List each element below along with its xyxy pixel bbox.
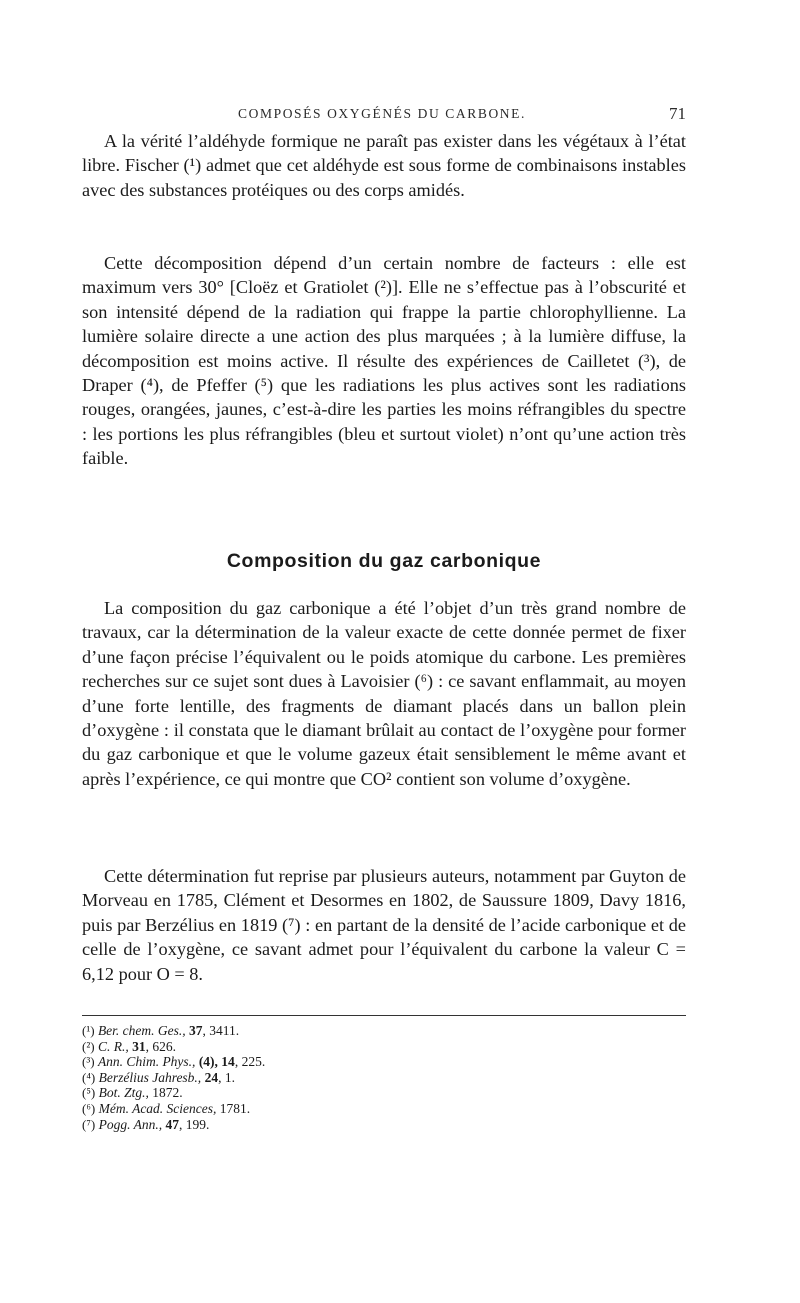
footnote-divider bbox=[82, 1015, 686, 1016]
running-title: COMPOSÉS OXYGÉNÉS DU CARBONE. bbox=[238, 106, 526, 121]
paragraph-composition: La composition du gaz carbonique a été l’objet d’un très grand nombre de travaux, car la détermination de la valeur exacte de cette donnée permet de fixer d’une façon précise l’équivalent ou le poids atomique du carbone. Les premières recherches sur ce sujet sont dues à Lavoisier (⁶) : ce savant enflammait, au moyen d’une forte lentille, des fragments de diamant placés dans un ballon plein d’oxygène : il constata que le diamant brûlait au contact de l’oxygène pour former du gaz carbonique et que le volume gazeux était sensiblement le même avant et après l’expérience, ce qui montre que CO² contient son volume d’oxygène. bbox=[82, 598, 686, 789]
footnote-item: (¹) Ber. chem. Ges., 37, 3411. bbox=[82, 1023, 240, 1038]
section-heading: Composition du gaz carbonique bbox=[226, 550, 542, 572]
footnote-item: (⁵) Bot. Ztg., 1872. bbox=[82, 1085, 183, 1101]
footnote-item: (⁴) Berzélius Jahresb., 24, 1. bbox=[82, 1069, 235, 1085]
paragraph-determination: Cette détermination fut reprise par plusieurs auteurs, notamment par Guyton de Morveau en 1785, Clément et Desormes en 1802, de Saussure 1809, Davy 1816, puis par Berzélius en 1819 (⁷) : en partant de la densité de l’acide carbonique et de celle de l’oxygène, ce savant admet pour l’équivalent du carbone la valeur C = 6,12 pour O = 8. bbox=[82, 866, 686, 984]
footnote-item: (²) C. R., 31, 626. bbox=[82, 1038, 176, 1054]
footnote-item: (⁷) Pogg. Ann., 47, 199. bbox=[82, 1116, 210, 1132]
paragraph-aldehyde: A la vérité l’aldéhyde formique ne paraît pas exister dans les végétaux à l’état libre. Fischer (¹) admet que cet aldéhyde est sous forme de combinaisons instables avec des substances protéiques ou des corps amidés. bbox=[82, 131, 686, 200]
paragraph-decomposition: Cette décomposition dépend d’un certain nombre de facteurs : elle est maximum vers 30° [Cloëz et Gratiolet (²)]. Elle ne s’effectue pas à l’obscurité et son intensité dépend de la radiation qui frappe la partie chlorophyllienne. La lumière solaire directe a une action des plus marquées ; à la lumière diffuse, la décomposition est moins active. Il résulte des expériences de Cailletet (³), de Draper (⁴), de Pfeffer (⁵) que les radiations les plus actives sont les radiations rouges, orangées, jaunes, c’est-à-dire les parties les moins réfrangibles du spectre : les portions les plus réfrangibles (bleu et surtout violet) n’ont qu’une action très faible. bbox=[82, 253, 686, 469]
page-number: 71 bbox=[669, 104, 686, 123]
footnote-item: (³) Ann. Chim. Phys., (4), 14, 225. bbox=[82, 1054, 266, 1070]
footnotes bbox=[82, 1023, 686, 1132]
footnote-item: (⁶) Mém. Acad. Sciences, 1781. bbox=[82, 1100, 251, 1116]
